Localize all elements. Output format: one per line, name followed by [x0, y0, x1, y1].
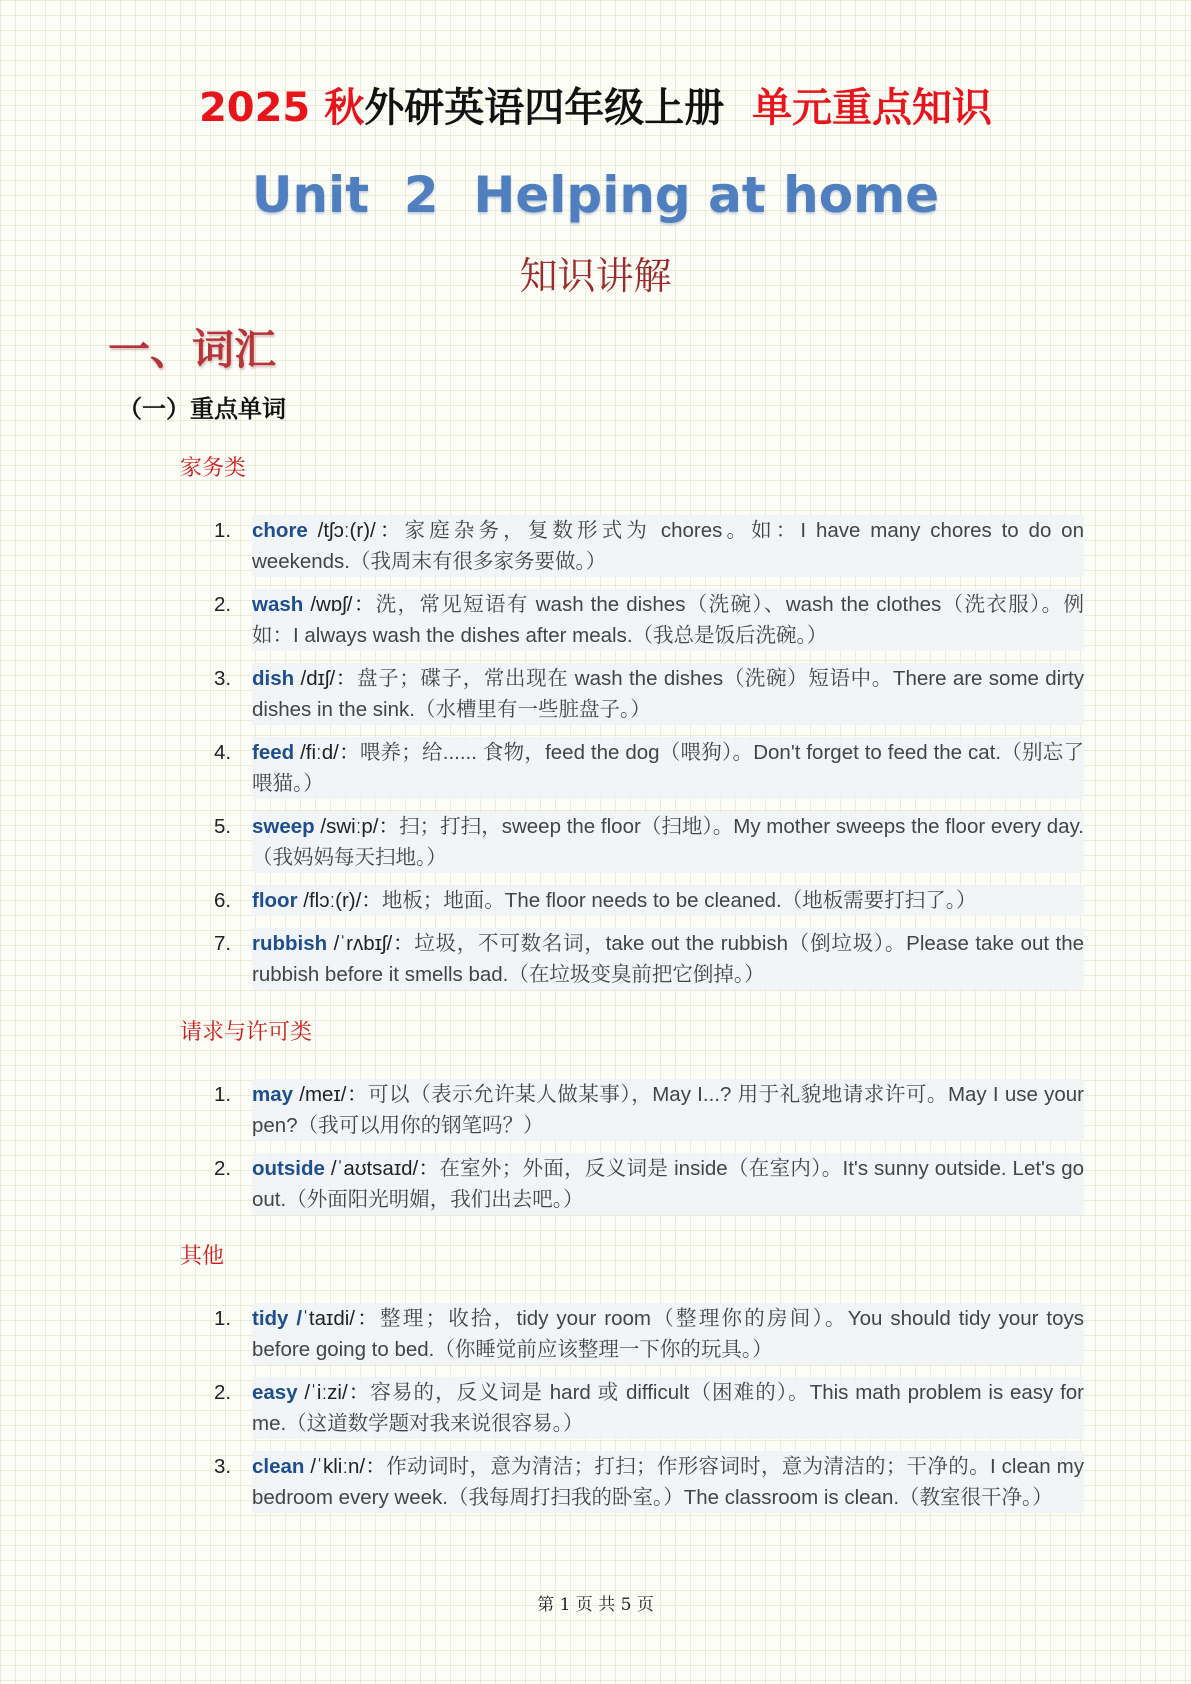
vocab-explanation: 洗，常见短语有 wash the dishes（洗碗）、wash the clothes（洗衣服）。例如：I always wash the dishes after meals.（我总是饭后洗碗。）: [252, 593, 1084, 647]
vocab-explanation: 垃圾，不可数名词，take out the rubbish（倒垃圾）。Please take out the rubbish before it smells bad.（在垃圾变臭前把它倒掉。）: [252, 932, 1085, 986]
vocab-word: outside: [252, 1157, 325, 1180]
vocab-phonetic: /flɔː(r)/：: [297, 889, 382, 912]
vocab-phonetic: /dɪʃ/：: [294, 667, 357, 690]
vocab-item: [214, 589, 1084, 651]
item-number: 7.: [214, 932, 232, 955]
vocab-list-chores: [214, 515, 1084, 1002]
vocab-word: floor: [252, 889, 298, 912]
vocab-phonetic: /meɪ/：: [293, 1083, 368, 1106]
item-number: 6.: [214, 889, 232, 912]
item-number: 2.: [214, 1381, 232, 1404]
title-topic: 单元重点知识: [752, 85, 993, 131]
vocab-word: feed: [252, 741, 295, 764]
item-number: 3.: [214, 1455, 232, 1478]
vocab-phonetic: /ˈiːzi/：: [297, 1381, 371, 1404]
vocab-explanation: 可以（表示允许某人做某事），May I...? 用于礼貌地请求许可。May I use your pen?（我可以用你的钢笔吗？）: [252, 1083, 1084, 1137]
vocab-item: [214, 1451, 1084, 1513]
item-number: 3.: [214, 667, 232, 690]
item-number: 4.: [214, 741, 232, 764]
page-number: 第 1 页 共 5 页: [537, 1595, 654, 1615]
vocab-word: may: [252, 1083, 294, 1106]
vocab-word: easy: [252, 1381, 298, 1404]
item-number: 1.: [214, 1307, 232, 1330]
vocab-list-requests: [214, 1079, 1084, 1227]
vocab-phonetic: ˈtaɪdi/：: [302, 1307, 380, 1330]
vocab-phonetic: /tʃɔː(r)/：: [307, 519, 405, 542]
item-number: 1.: [214, 519, 232, 542]
vocab-word: rubbish: [252, 932, 328, 955]
vocab-explanation: 容易的，反义词是 hard 或 difficult（困难的）。This math problem is easy for me.（这道数学题对我来说很容易。）: [252, 1381, 1084, 1435]
document-title: [0, 80, 1191, 136]
vocab-explanation: 在室外；外面，反义词是 inside（在室内）。It's sunny outside. Let's go out.（外面阳光明媚，我们出去吧。）: [252, 1157, 1085, 1211]
vocab-phonetic: /fiːd/：: [294, 741, 360, 764]
vocab-item: [214, 1079, 1084, 1141]
vocab-explanation: 扫；打扫，sweep the floor（扫地）。My mother sweeps the floor every day.（我妈妈每天扫地。）: [252, 815, 1084, 869]
vocab-word: chore: [252, 519, 308, 542]
vocab-phonetic: /ˈaʊtsaɪd/：: [324, 1157, 440, 1180]
vocab-explanation: 盘子；碟子，常出现在 wash the dishes（洗碗）短语中。There are some dirty dishes in the sink.（水槽里有一些脏盘子。）: [252, 667, 1085, 721]
item-number: 2.: [214, 1157, 232, 1180]
vocab-explanation: 整理；收拾，tidy your room（整理你的房间）。You should tidy your toys before going to bed.（你睡觉前应该整理一下你的玩具。）: [252, 1307, 1084, 1361]
vocab-word: clean: [252, 1455, 305, 1478]
vocab-explanation: 喂养；给...... 食物，feed the dog（喂狗）。Don't forget to feed the cat.（别忘了喂猫。）: [252, 741, 1085, 795]
vocab-item: [214, 737, 1084, 799]
vocab-phonetic: /ˈkliːn/：: [304, 1455, 387, 1478]
vocab-item: [214, 515, 1084, 577]
vocab-item: [214, 663, 1084, 725]
vocab-item: [214, 1377, 1084, 1439]
item-number: 5.: [214, 815, 232, 838]
item-number: 2.: [214, 593, 232, 616]
item-number: 1.: [214, 1083, 232, 1106]
vocab-item: [214, 1153, 1084, 1215]
vocab-item: [214, 928, 1084, 990]
vocab-word: tidy /: [252, 1307, 303, 1330]
subsection-heading-key-words: （一）重点单词: [118, 395, 286, 423]
vocab-word: sweep: [252, 815, 315, 838]
vocab-item: [214, 885, 1084, 916]
vocab-word: dish: [252, 667, 295, 690]
vocab-phonetic: /wɒʃ/：: [303, 593, 376, 616]
section-heading-vocabulary: 一、词汇: [108, 325, 277, 374]
title-year: 2025 秋: [198, 85, 365, 131]
category-heading-chores: 家务类: [180, 456, 247, 481]
vocab-word: wash: [252, 593, 304, 616]
vocab-explanation: 家庭杂务，复数形式为 chores。如：I have many chores to do on weekends.（我周末有很多家务要做。）: [252, 519, 1084, 573]
category-heading-requests: 请求与许可类: [180, 1020, 313, 1045]
vocab-phonetic: /swiːp/：: [314, 815, 400, 838]
unit-title: Unit 2 Helping at home: [251, 166, 940, 224]
category-heading-others: 其他: [180, 1244, 225, 1269]
vocab-explanation: 地板；地面。The floor needs to be cleaned.（地板需要打扫了。）: [381, 889, 977, 912]
vocab-phonetic: /ˈrʌbɪʃ/：: [327, 932, 415, 955]
vocab-list-others: [214, 1303, 1084, 1525]
vocab-item: [214, 1303, 1084, 1365]
title-course: 外研英语四年级上册: [364, 85, 725, 131]
vocab-explanation: 作动词时，意为清洁；打扫；作形容词时，意为清洁的；干净的。I clean my bedroom every week.（我每周打扫我的卧室。）The classroom is clean.（教室很干净。）: [252, 1455, 1084, 1509]
page-subtitle: 知识讲解: [519, 254, 672, 298]
vocab-item: [214, 811, 1084, 873]
